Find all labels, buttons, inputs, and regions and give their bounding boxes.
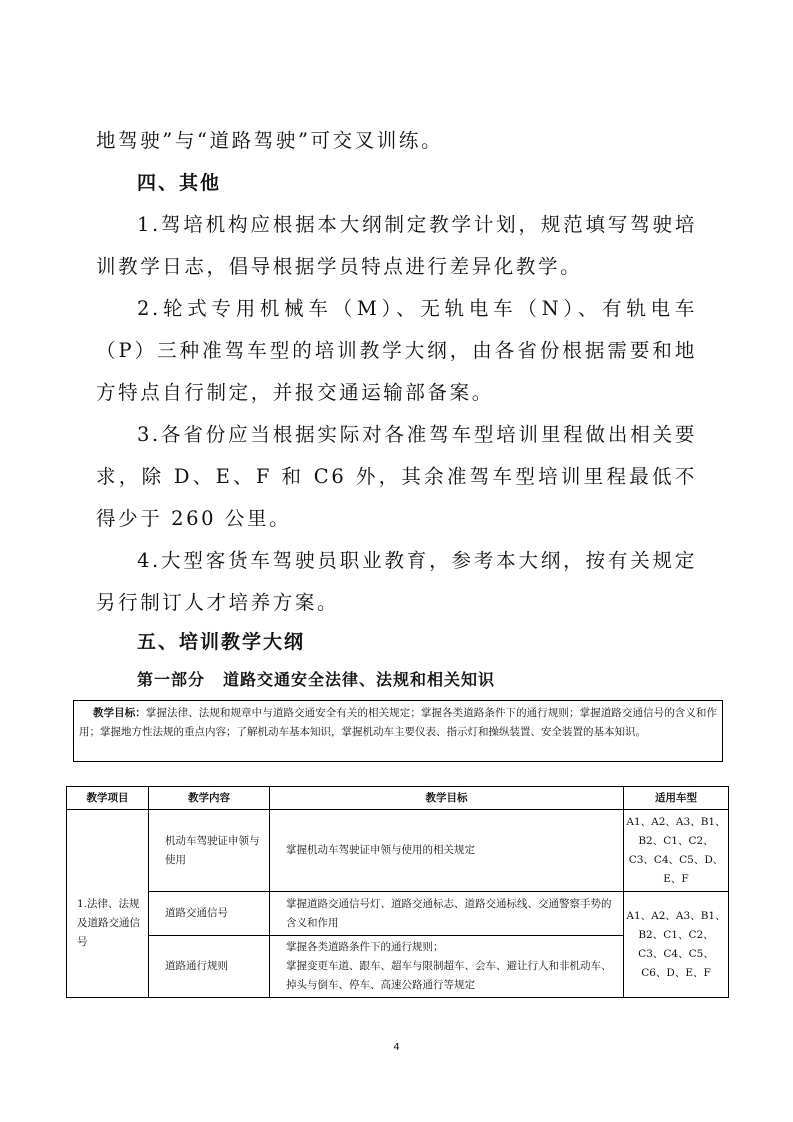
goal-line: 掌握变更车道、跟车、超车与限制超车、会车、避让行人和非机动车、掉头与倒车、停车、高速公路通行等规定 — [286, 960, 612, 991]
section-4-item-3: 3.各省份应当根据实际对各准驾车型培训里程做出相关要求，除 D、E、F 和 C6 外，其余准驾车型培训里程最低不得少于 260 公里。 — [96, 423, 697, 530]
objective-text: 掌握法律、法规和规章中与道路交通安全有关的相关规定；掌握各类道路条件下的通行规则；掌握道路交通信号的含义和作用；掌握地方性法规的重点内容；了解机动车基本知识，掌握机动车主要仪表、指示灯和操纵装置、安全装置的基本知识。 — [79, 707, 718, 738]
header-item: 教学项目 — [67, 787, 149, 810]
content-cell: 机动车驾驶证申领与使用 — [149, 810, 270, 892]
content-cell: 道路交通信号 — [149, 892, 270, 936]
section-4-item-2: 2.轮式专用机械车（M）、无轨电车（N）、有轨电车（P）三种准驾车型的培训教学大纲，由各省份根据需要和地方特点自行制定，并报交通运输部备案。 — [96, 297, 697, 404]
part-1-title — [137, 663, 495, 697]
goal-cell — [270, 936, 624, 998]
header-goal: 教学目标 — [270, 787, 624, 810]
goal-line: 掌握道路交通信号灯、道路交通标志、道路交通标线、交通警察手势的含义和作用 — [286, 897, 612, 929]
table-row — [67, 810, 729, 892]
section-4-item-1: 1.驾培机构应根据本大纲制定教学计划，规范填写驾驶培训教学日志，倡导根据学员特点进行差异化教学。 — [96, 213, 697, 278]
goal-cell — [270, 810, 624, 892]
page-number: 4 — [393, 1042, 400, 1053]
content-cell: 道路通行规则 — [149, 936, 270, 998]
goal-line: 掌握各类道路条件下的通行规则； — [286, 941, 444, 953]
section-4-item-4: 4.大型客货车驾驶员职业教育，参考本大纲，按有关规定另行制订人才培养方案。 — [96, 549, 697, 614]
syllabus-table — [66, 786, 729, 998]
section-4-heading: 四、其他 — [137, 172, 222, 194]
section-5-heading: 五、培训教学大纲 — [137, 631, 306, 653]
table-header-row — [67, 787, 729, 810]
table-row — [67, 892, 729, 936]
goal-line: 掌握机动车驾驶证申领与使用的相关规定 — [286, 844, 475, 856]
header-vehicle: 适用车型 — [624, 787, 729, 810]
objective-label: 教学目标： — [93, 707, 146, 719]
part-name: 道路交通安全法律、法规和相关知识 — [223, 670, 496, 689]
teaching-item-cell: 1.法律、法规及道路交通信号 — [67, 810, 149, 998]
header-content: 教学内容 — [149, 787, 270, 810]
part-label: 第一部分 — [137, 670, 206, 689]
teaching-objective-box — [73, 700, 723, 762]
continuation-paragraph: 地驾驶”与“道路驾驶”可交叉训练。 — [96, 129, 444, 152]
vehicle-cell: A1、A2、A3、B1、B2、C1、C2、C3、C4、C5、C6、D、E、F — [624, 892, 729, 998]
vehicle-cell: A1、A2、A3、B1、B2、C1、C2、C3、C4、C5、D、E、F — [624, 810, 729, 892]
goal-cell — [270, 892, 624, 936]
